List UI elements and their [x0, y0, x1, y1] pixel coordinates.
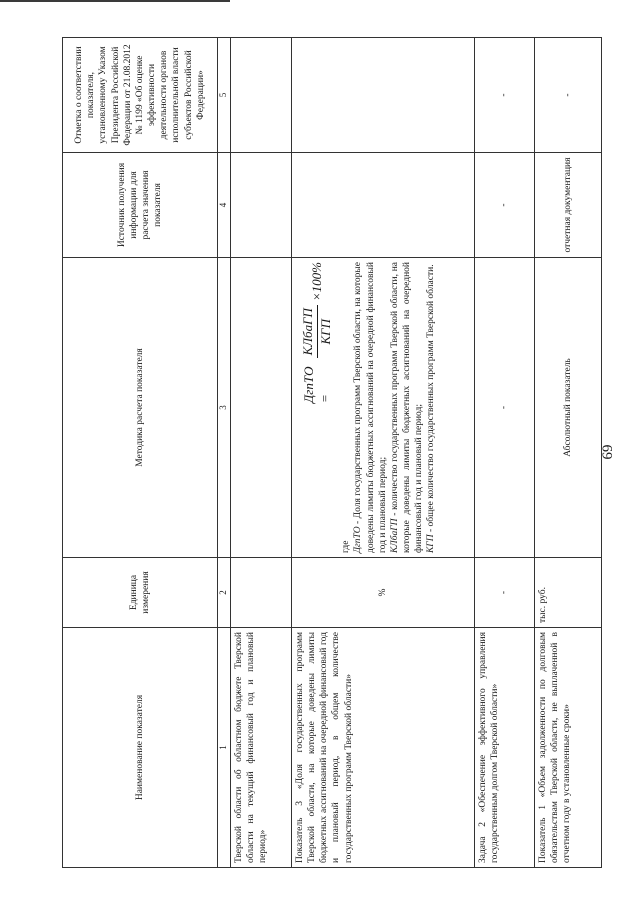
table-row-indicator-3	[292, 38, 475, 868]
rotated-table-wrapper	[62, 38, 592, 868]
cell-name: Тверской области об областном бюджете Тверской области на текущий финансовый год и плановый период»	[231, 628, 292, 868]
header-mark: Отметка о соответствии показателя, установленному Указом Президента Российской Федерации от 21.08.2012 № 1199 «Об оценке эффективности деятельности органов исполнительной власти субъектов Российской Федерации»	[63, 38, 218, 153]
cell-name: Показатель 1 «Объем задолженности по долговым обязательствам Тверской области, не выплаченной в отчетном году в установленные сроки»	[535, 628, 602, 868]
cell-mark	[292, 38, 475, 153]
column-number: 3	[218, 258, 231, 558]
formula	[300, 262, 334, 403]
definition-3	[425, 262, 437, 553]
formula-numerator: КЛбаГП	[300, 305, 318, 358]
table-row-task-2	[475, 38, 535, 868]
cell-method	[292, 258, 475, 558]
indicators-table	[62, 37, 602, 868]
cell-unit: тыс. руб.	[535, 558, 602, 628]
cell-source	[231, 153, 292, 258]
scan-edge-line	[0, 0, 230, 2]
cell-method	[231, 258, 292, 558]
table-header-row	[63, 38, 218, 868]
column-number: 4	[218, 153, 231, 258]
column-number: 5	[218, 38, 231, 153]
header-unit: Единица измерения	[63, 558, 218, 628]
table-row-indicator-1	[535, 38, 602, 868]
formula-denominator: КГП	[317, 319, 333, 345]
cell-method: Абсолютный показатель	[535, 258, 602, 558]
table-row-continuation	[231, 38, 292, 868]
cell-source: -	[475, 153, 535, 258]
column-number: 1	[218, 628, 231, 868]
cell-mark: -	[535, 38, 602, 153]
definition-text: - Доля государственных программ Тверской области, на которые доведены лимиты бюджетных ассигнований на очередной финансовый год и плановый период;	[353, 262, 388, 553]
formula-tail: ×100%	[308, 262, 324, 302]
definition-term: КЛбаГП	[389, 518, 400, 553]
cell-name: Показатель 3 «Доля государственных программ Тверской области, на которые доведены лимиты бюджетных ассигнований на очередной финансовый год и плановый период, в общем количестве государственных программ Тверской области»	[292, 628, 475, 868]
cell-method: -	[475, 258, 535, 558]
cell-mark: -	[475, 38, 535, 153]
definition-text: - общее количество государственных программ Тверской области.	[426, 264, 437, 535]
formula-lhs: ДгпТО =	[300, 366, 333, 403]
definition-term: ДгпТО	[353, 526, 364, 553]
cell-mark	[231, 38, 292, 153]
cell-name: Задача 2 «Обеспечение эффективного управления государственным долгом Тверской области»	[475, 628, 535, 868]
definition-2	[389, 262, 425, 553]
page-number: 69	[598, 444, 615, 460]
column-number: 2	[218, 558, 231, 628]
definition-text: - количество государственных программ Тверской области, на которые доведены лимиты бюджетных ассигнований на очередной финансовый год и плановый период;	[389, 262, 425, 553]
formula-fraction	[300, 305, 334, 358]
cell-source: отчетная документация	[535, 153, 602, 258]
header-method: Методика расчета показателя	[63, 258, 218, 558]
cell-unit: %	[292, 558, 475, 628]
formula-where: где	[341, 540, 352, 553]
cell-source	[292, 153, 475, 258]
header-name: Наименование показателя	[63, 628, 218, 868]
header-source: Источник получения информации для расчета значения показателя	[63, 153, 218, 258]
definition-term: КГП	[426, 534, 437, 553]
cell-unit: -	[475, 558, 535, 628]
column-numbers-row	[218, 38, 231, 868]
definition-1	[352, 262, 388, 553]
cell-unit	[231, 558, 292, 628]
